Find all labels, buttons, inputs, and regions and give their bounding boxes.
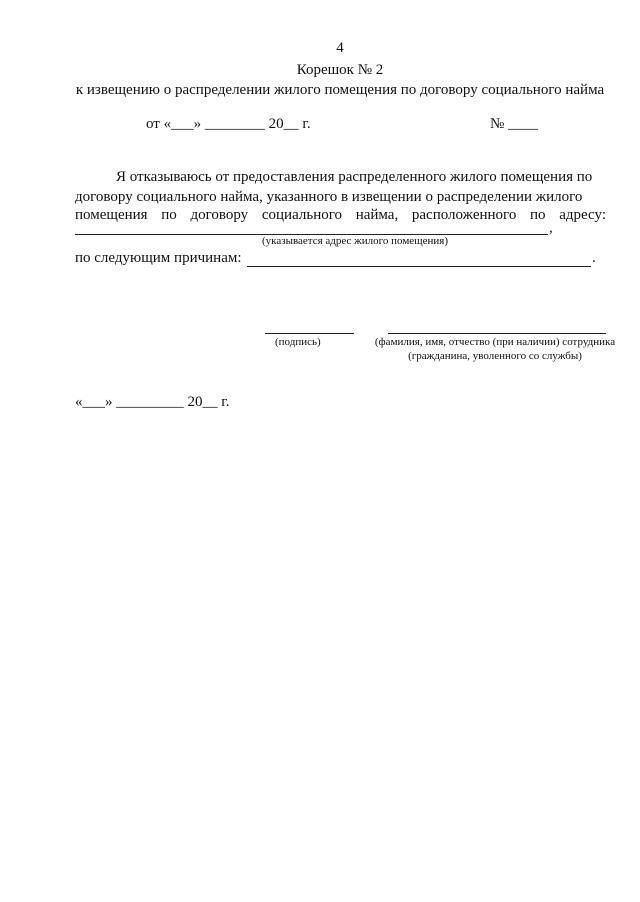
address-hint: (указывается адрес жилого помещения) (262, 235, 449, 247)
address-comma: , (549, 220, 553, 236)
signature-blank-line (265, 333, 354, 334)
date-line: от «___» ________ 20__ г. (146, 116, 311, 132)
paragraph-line-2: договору социального найма, указанного в извещении о распределении жилого (75, 189, 583, 205)
document-subtitle: к извещению о распределении жилого помещения по договору социального найма (75, 82, 605, 98)
fio-blank-line (388, 333, 606, 334)
bottom-date-line: «___» _________ 20__ г. (75, 394, 230, 410)
reasons-blank-line (247, 266, 591, 267)
paragraph-line-1: Я отказываюсь от предоставления распределенного жилого помещения по (116, 169, 593, 185)
reasons-label: по следующим причинам: (75, 250, 242, 266)
signature-hint: (подпись) (275, 336, 321, 348)
reasons-period: . (592, 250, 596, 266)
page-number: 4 (336, 40, 344, 56)
document-title: Корешок № 2 (296, 62, 384, 78)
paragraph-line-3: помещения по договору социального найма, расположенного по адресу: (75, 207, 606, 223)
number-line: № ____ (490, 116, 539, 132)
fio-hint: (фамилия, имя, отчество (при наличии) сотрудника (гражданина, уволенного со службы) (374, 336, 616, 362)
